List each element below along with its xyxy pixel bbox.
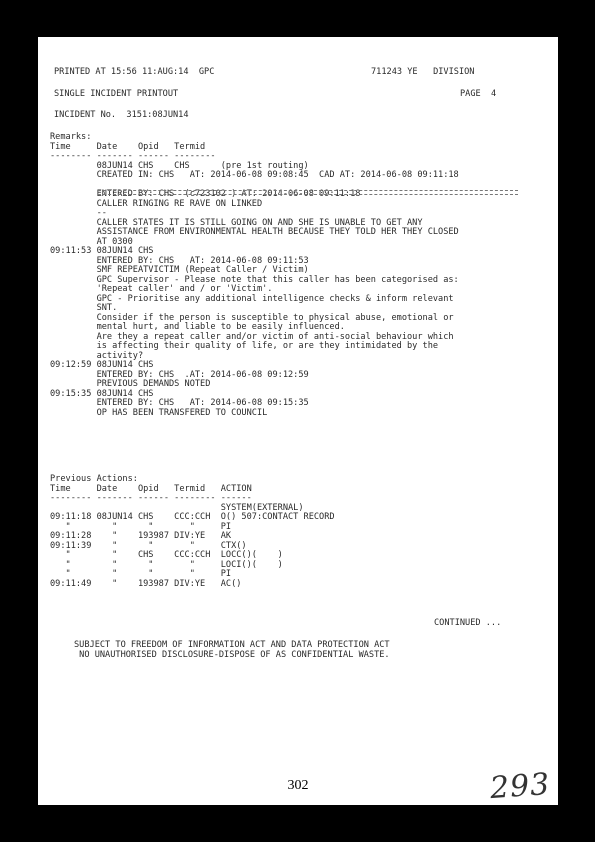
remarks-line: PREVIOUS DEMANDS NOTED [50, 379, 211, 389]
previous-actions-line: " " " " LOCI()( ) [50, 559, 283, 570]
remarks-line: -------- ------- ------ -------- [50, 151, 216, 161]
remarks-line: GPC Supervisor - Please note that this caller has been categorised as: [50, 274, 459, 285]
remarks-line: 09:12:59 08JUN14 CHS [50, 360, 154, 370]
page-number: 302 [287, 778, 309, 793]
remarks-line: ENTERED BY: CHS (c723102 ) AT: 2014-06-08 09:11:18 [50, 189, 361, 199]
remarks-line: CREATED IN: CHS AT: 2014-06-08 09:08:45 CAD AT: 2014-06-08 09:11:18 [50, 170, 459, 180]
remarks-line: ENTERED BY: CHS AT: 2014-06-08 09:11:53 [50, 255, 309, 266]
double-dashed-rule [98, 190, 518, 195]
remarks-line: AT 0300 [50, 236, 133, 247]
remarks-line: ASSISTANCE FROM ENVIRONMENTAL HEALTH BECAUSE THEY TOLD HER THEY CLOSED [50, 227, 459, 237]
confidentiality-disclaimer [74, 641, 390, 660]
remarks-line: Time Date Opid Termid [50, 141, 206, 152]
remarks-line: mental hurt, and liable to be easily influenced. [50, 322, 345, 332]
previous-actions-line: Previous Actions: [50, 474, 138, 484]
previous-actions-line: " " " " PI [50, 569, 232, 579]
previous-actions-line: 09:11:28 " 193987 DIV:YE AK [50, 531, 232, 541]
remarks-line: SNT. [50, 303, 118, 313]
remarks-line: 09:15:35 08JUN14 CHS [50, 388, 154, 399]
printed-at-line: PRINTED AT 15:56 11:AUG:14 GPC [54, 67, 215, 77]
remarks-line: SMF REPEATVICTIM (Repeat Caller / Victim) [50, 265, 309, 275]
previous-actions-line: SYSTEM(EXTERNAL) [50, 502, 304, 513]
disclaimer-line-1: SUBJECT TO FREEDOM OF INFORMATION ACT AND DATA PROTECTION ACT [74, 640, 390, 650]
remarks-line: ENTERED BY: CHS AT: 2014-06-08 09:15:35 [50, 398, 309, 408]
remarks-line: 09:11:53 08JUN14 CHS [50, 246, 154, 256]
previous-actions-line: " " CHS CCC:CCH LOCC()( ) [50, 550, 283, 560]
remarks-line: Remarks: [50, 132, 92, 142]
document-page [38, 37, 558, 805]
previous-actions-line: " " " " PI [50, 521, 232, 532]
remarks-line: OP HAS BEEN TRANSFERED TO COUNCIL [50, 407, 268, 418]
printout-title: SINGLE INCIDENT PRINTOUT [54, 89, 179, 99]
remarks-line: 'Repeat caller' and / or 'Victim'. [50, 284, 273, 294]
handwritten-folio-number: 293 [488, 766, 552, 807]
remarks-line: -- [50, 208, 107, 218]
disclaimer-line-2: NO UNAUTHORISED DISCLOSURE-DISPOSE OF AS CONFIDENTIAL WASTE. [74, 649, 390, 660]
remarks-line: is affecting their quality of life, or are they intimidated by the [50, 341, 439, 351]
remarks-line: 08JUN14 CHS CHS (pre 1st routing) [50, 160, 309, 171]
previous-actions-line: Time Date Opid Termid ACTION [50, 483, 252, 494]
continued-note: CONTINUED ... [434, 618, 502, 628]
remarks-line: GPC - Prioritise any additional intelligence checks & inform relevant [50, 293, 454, 304]
previous-actions-line: 09:11:18 08JUN14 CHS CCC:CCH O() 507:CONTACT RECORD [50, 512, 335, 522]
incident-number: INCIDENT No. 3151:08JUN14 [54, 110, 189, 120]
previous-actions-line: 09:11:49 " 193987 DIV:YE AC() [50, 578, 242, 589]
division-line: 711243 YE DIVISION [371, 67, 475, 77]
remarks-line: ENTERED BY: CHS .AT: 2014-06-08 09:12:59 [50, 369, 309, 380]
page-indicator: PAGE 4 [460, 89, 497, 99]
remarks-line: CALLER STATES IT IS STILL GOING ON AND SHE IS UNABLE TO GET ANY [50, 217, 423, 228]
remarks-line: activity? [50, 350, 144, 361]
previous-actions-section [50, 475, 335, 589]
remarks-line: CALLER RINGING RE RAVE ON LINKED [50, 198, 263, 209]
previous-actions-line: 09:11:39 " " " CTX() [50, 540, 247, 551]
remarks-line: Consider if the person is susceptible to physical abuse, emotional or [50, 312, 454, 323]
remarks-section [50, 133, 459, 418]
remarks-line: Are they a repeat caller and/or victim of anti-social behaviour which [50, 331, 454, 342]
previous-actions-line: -------- ------- ------ -------- ------ [50, 493, 252, 503]
